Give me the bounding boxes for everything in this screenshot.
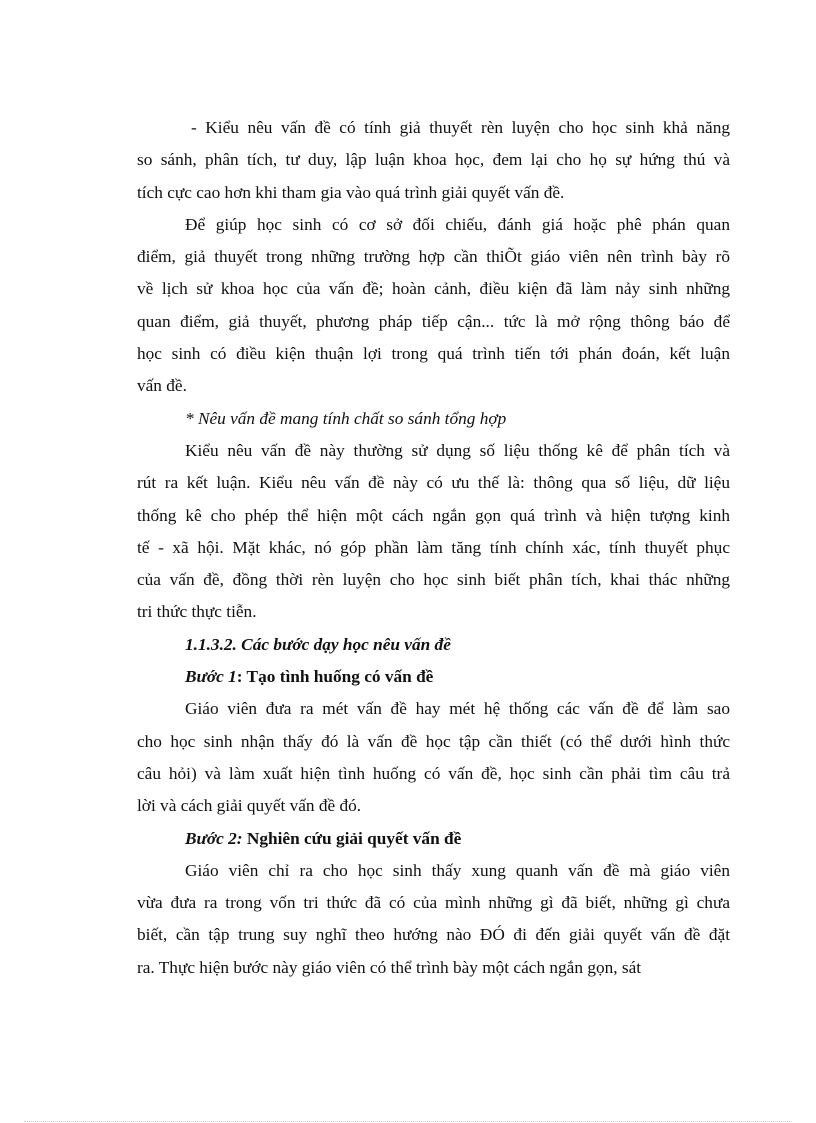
paragraph-step-1 bbox=[137, 693, 730, 822]
text-line: tích cực cao hơn khi tham gia vào quá trình giải quyết vấn đề. bbox=[137, 182, 565, 202]
step-title: Nghiên cứu giải quyết vấn đề bbox=[242, 828, 462, 848]
page-bottom-rule bbox=[24, 1121, 792, 1122]
text-line: câu hỏi) và làm xuất hiện tình huống có vấn đề, học sinh cần phải tìm câu trả bbox=[137, 763, 730, 783]
paragraph-step-2 bbox=[137, 855, 730, 984]
step-1-heading bbox=[137, 661, 730, 693]
text-line: biết, cần tập trung suy nghĩ theo hướng nào ĐÓ đi đến giải quyết vấn đề đặt bbox=[137, 925, 730, 945]
step-label: Bước 2: bbox=[185, 828, 243, 848]
text-line: tế - xã hội. Mặt khác, nó góp phần làm tăng tính chính xác, tính thuyết phục bbox=[137, 537, 730, 557]
text-line: Giáo viên đưa ra mét vấn đề hay mét hệ thống các vấn đề để làm sao bbox=[185, 699, 730, 719]
section-heading-synthesis: * Nêu vấn đề mang tính chất so sánh tổng hợp bbox=[185, 408, 507, 428]
document-page bbox=[137, 112, 730, 984]
text-line: thống kê cho phép thể hiện một cách ngắn gọn quá trình và hiện tượng kinh bbox=[137, 505, 730, 525]
text-line: Giáo viên chỉ ra cho học sinh thấy xung quanh vấn đề mà giáo viên bbox=[185, 860, 730, 880]
text-line: học sinh có điều kiện thuận lợi trong quá trình tiến tới phán đoán, kết luận bbox=[137, 344, 730, 364]
text-line: về lịch sử khoa học của vấn đề; hoàn cảnh, điều kiện đã làm nảy sinh những bbox=[137, 279, 730, 299]
text-line: vấn đề. bbox=[137, 376, 187, 396]
paragraph-hypothesis bbox=[137, 112, 730, 209]
text-line: cho học sinh nhận thấy đó là vấn đề học tập cần thiết (có thể dưới hình thức bbox=[137, 731, 730, 751]
text-line: Để giúp học sinh có cơ sở đối chiếu, đánh giá hoặc phê phán quan bbox=[185, 214, 730, 234]
text-line: so sánh, phân tích, tư duy, lập luận khoa học, đem lại cho họ sự hứng thú và bbox=[137, 150, 730, 170]
text-line: tri thức thực tiễn. bbox=[137, 602, 257, 622]
section-heading-steps: 1.1.3.2. Các bước dạy học nêu vấn đề bbox=[185, 634, 451, 654]
text-line: vừa đưa ra trong vốn tri thức đã có của mình những gì đã biết, những gì chưa bbox=[137, 893, 730, 913]
text-line: - Kiểu nêu vấn đề có tính giả thuyết rèn luyện cho học sinh khả năng bbox=[191, 118, 730, 137]
text-line: quan điểm, giả thuyết, phương pháp tiếp cận... tức là mở rộng thông báo để bbox=[137, 311, 730, 331]
text-line: rút ra kết luận. Kiểu nêu vấn đề này có ưu thế là: thông qua số liệu, dữ liệu bbox=[137, 473, 730, 493]
text-line: lời và cách giải quyết vấn đề đó. bbox=[137, 796, 362, 816]
step-2-heading bbox=[137, 823, 730, 855]
text-line: Kiểu nêu vấn đề này thường sử dụng số liệu thống kê để phân tích và bbox=[185, 440, 730, 460]
paragraph-statistics bbox=[137, 435, 730, 629]
text-line: ra. Thực hiện bước này giáo viên có thể trình bày một cách ngắn gọn, sát bbox=[137, 957, 642, 977]
step-label: Bước 1 bbox=[185, 667, 237, 687]
step-title: : Tạo tình huống có vấn đề bbox=[236, 667, 434, 687]
paragraph-comparison-basis bbox=[137, 209, 730, 403]
text-line: của vấn đề, đồng thời rèn luyện cho học sinh biết phân tích, khai thác những bbox=[137, 570, 730, 590]
text-line: điểm, giả thuyết trong những trường hợp cần thiÕt giáo viên nên trình bày rõ bbox=[137, 247, 730, 267]
